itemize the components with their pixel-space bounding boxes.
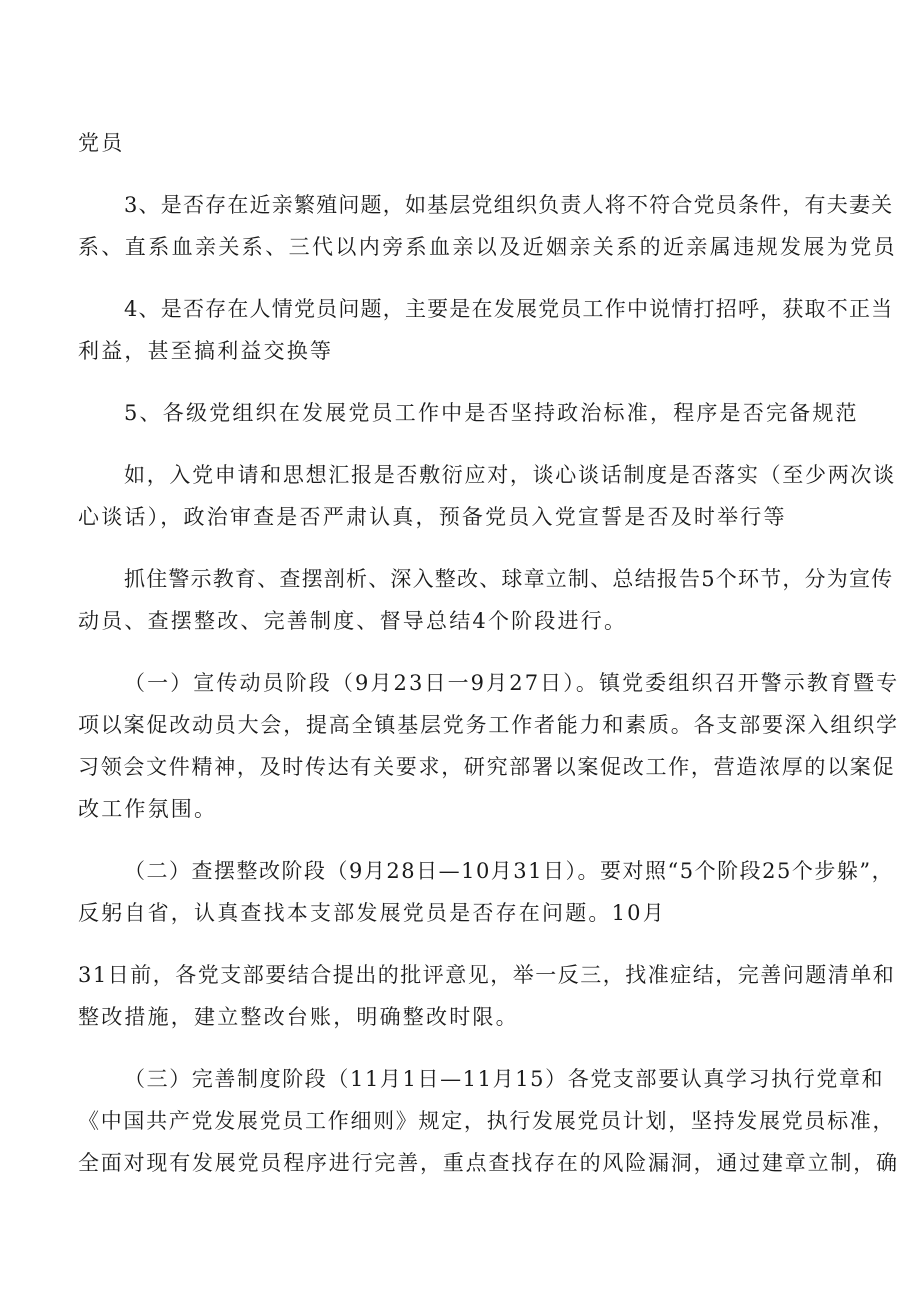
text-line: 心谈话），政治审查是否严肃认真，预备党员入党宣誓是否及时举行等	[78, 505, 787, 529]
text-line: 全面对现有发展党员程序进行完善，重点查找存在的风险漏洞，通过建章立制，确	[78, 1151, 899, 1175]
text-line: （二）查摆整改阶段（9月28日—10月31日）。要对照“5个阶段25个步躲”，	[124, 859, 895, 883]
text-line: 5、各级党组织在发展党员工作中是否坚持政治标准，程序是否完备规范	[124, 401, 859, 425]
text-line: 如，入党申请和思想汇报是否敷衍应对，谈心谈话制度是否落实（至少两次谈	[124, 463, 896, 487]
text-line: 利益，甚至搞利益交换等	[78, 339, 334, 363]
text-line: 动员、查摆整改、完善制度、督导总结4个阶段进行。	[78, 609, 628, 633]
text-line: 4、是否存在人情党员问题，主要是在发展党员工作中说情打招呼，获取不正当	[124, 297, 894, 321]
text-line: 改工作氛围。	[78, 797, 218, 821]
text-line: 系、直系血亲关系、三代以内旁系血亲以及近姻亲关系的近亲属违规发展为党员	[78, 235, 897, 259]
text-line: 《中国共产党发展党员工作细则》规定，执行发展党员计划，坚持发展党员标准，	[78, 1109, 896, 1133]
text-line: 习领会文件精神，及时传达有关要求，研究部署以案促改工作，营造浓厚的以案促	[78, 755, 896, 779]
text-line: 3、是否存在近亲繁殖问题，如基层党组织负责人将不符合党员条件，有夫妻关	[124, 193, 894, 217]
text-line: 31日前，各党支部要结合提出的批评意见，举一反三，找准症结，完善问题清单和	[78, 963, 896, 987]
text-line: 抓住警示教育、查摆剖析、深入整改、球章立制、总结报告5个环节，分为宣传	[124, 567, 894, 591]
text-line: 整改措施，建立整改台账，明确整改时限。	[78, 1005, 519, 1029]
text-line: 党员	[78, 131, 125, 155]
text-line: （三）完善制度阶段（11月1日—11月15）各党支部要认真学习执行党章和	[124, 1067, 885, 1091]
text-line: 项以案促改动员大会，提高全镇基层党务工作者能力和素质。各支部要深入组织学	[78, 713, 899, 737]
text-line: 反躬自省，认真查找本支部发展党员是否存在问题。10月	[78, 901, 666, 925]
text-line: （一）宣传动员阶段（9月23日一9月27日）。镇党委组织召开警示教育暨专	[124, 671, 900, 695]
